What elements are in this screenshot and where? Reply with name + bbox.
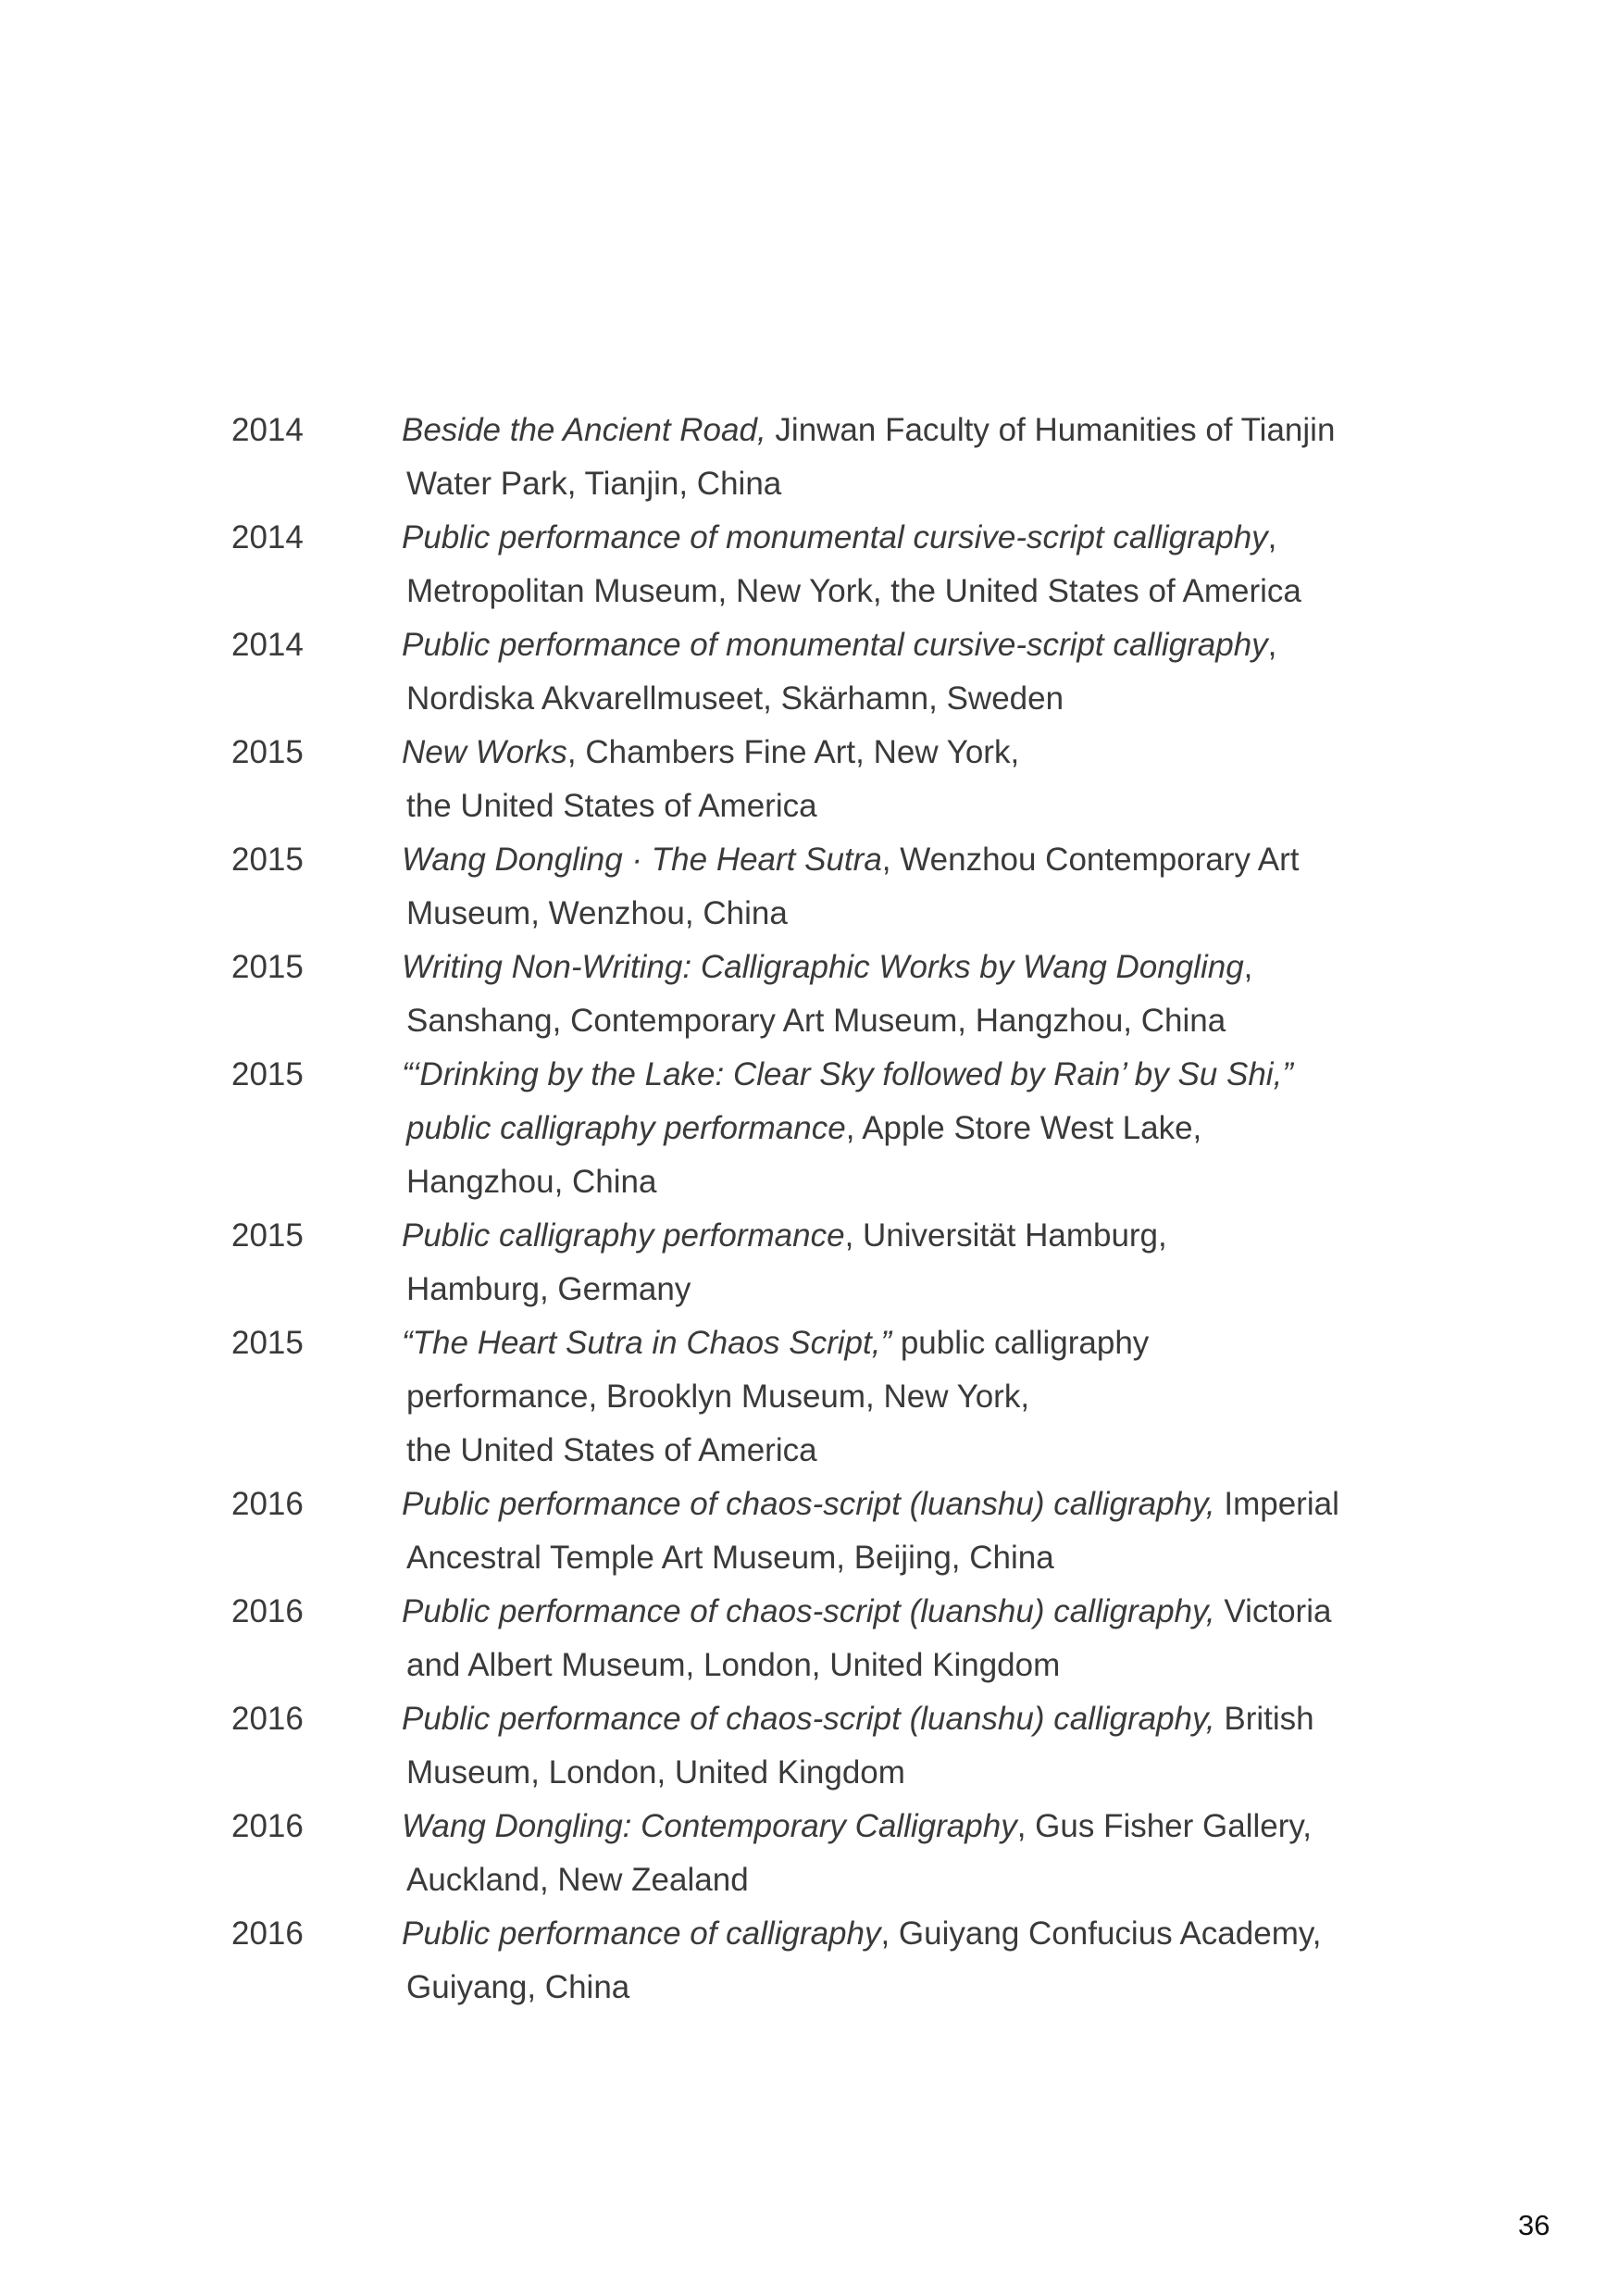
entry-detail-segment: , Gus Fisher Gallery,: [1016, 1808, 1313, 1844]
entry-detail-segment: public calligraphy: [891, 1325, 1150, 1361]
exhibition-entry: [231, 511, 1435, 618]
entry-line: [402, 1800, 1420, 1853]
entry-detail-segment: Sanshang, Contemporary Art Museum, Hangzhou, China: [406, 1003, 1226, 1039]
entry-year: 2014: [231, 412, 304, 448]
exhibition-list: [231, 404, 1435, 2015]
entry-text: [402, 941, 1420, 1048]
entry-title-segment: public calligraphy performance: [406, 1110, 846, 1146]
entry-title-segment: New Works: [402, 734, 567, 770]
entry-text: [402, 1316, 1420, 1478]
entry-detail-segment: Museum, London, United Kingdom: [406, 1754, 905, 1791]
entry-detail-segment: Metropolitan Museum, New York, the United States of America: [406, 573, 1301, 609]
entry-line: [402, 994, 1420, 1048]
entry-year: 2016: [231, 1593, 304, 1629]
entry-year: 2016: [231, 1808, 304, 1844]
entry-year: 2015: [231, 1056, 304, 1092]
entry-detail-segment: , Universität Hamburg,: [844, 1217, 1167, 1254]
entry-year: 2014: [231, 627, 304, 663]
entry-text: [402, 1907, 1420, 2015]
entry-detail-segment: ,: [1267, 627, 1277, 663]
entry-line: [402, 511, 1420, 565]
entry-year: 2015: [231, 949, 304, 985]
entry-title-segment: Public performance of chaos-script (luanshu) calligraphy,: [402, 1486, 1215, 1522]
entry-detail-segment: ,: [1243, 949, 1253, 985]
entry-text: [402, 1585, 1420, 1692]
entry-year: 2016: [231, 1915, 304, 1952]
exhibition-entry: [231, 1692, 1435, 1800]
entry-title-segment: Public calligraphy performance: [402, 1217, 845, 1254]
exhibition-entry: [231, 941, 1435, 1048]
entry-line: [402, 1853, 1420, 1907]
exhibition-entry: [231, 1585, 1435, 1692]
entry-text: [402, 1048, 1420, 1209]
entry-text: [402, 404, 1420, 511]
entry-title-segment: “The Heart Sutra in Chaos Script,”: [402, 1325, 892, 1361]
exhibition-entry: [231, 618, 1435, 726]
entry-line: [402, 1424, 1420, 1478]
entry-year: 2014: [231, 519, 304, 555]
entry-text: [402, 726, 1420, 833]
page-number: 36: [1518, 2209, 1550, 2241]
entry-line: [402, 1316, 1420, 1370]
entry-title-segment: Beside the Ancient Road,: [402, 412, 766, 448]
entry-line: [402, 1478, 1420, 1531]
entry-line: [402, 404, 1420, 457]
entry-title-segment: “‘Drinking by the Lake: Clear Sky followed by Rain’ by Su Shi,”: [402, 1056, 1293, 1092]
entry-text: [402, 1800, 1420, 1907]
entry-detail-segment: Nordiska Akvarellmuseet, Skärhamn, Sweden: [406, 680, 1064, 717]
exhibition-entry: [231, 1478, 1435, 1585]
exhibition-entry: [231, 726, 1435, 833]
entry-detail-segment: performance, Brooklyn Museum, New York,: [406, 1379, 1030, 1415]
exhibition-entry: [231, 404, 1435, 511]
entry-detail-segment: British: [1214, 1701, 1314, 1737]
entry-detail-segment: and Albert Museum, London, United Kingdom: [406, 1647, 1061, 1683]
entry-line: [402, 1639, 1420, 1692]
entry-title-segment: Wang Dongling: Contemporary Calligraphy: [402, 1808, 1017, 1844]
entry-text: [402, 511, 1420, 618]
entry-title-segment: Public performance of monumental cursive-script calligraphy: [402, 627, 1268, 663]
entry-title-segment: Public performance of chaos-script (luanshu) calligraphy,: [402, 1593, 1215, 1629]
entry-text: [402, 1692, 1420, 1800]
entry-text: [402, 833, 1420, 941]
entry-detail-segment: ,: [1267, 519, 1277, 555]
entry-title-segment: Public performance of chaos-script (luanshu) calligraphy,: [402, 1701, 1215, 1737]
exhibition-entry: [231, 1209, 1435, 1316]
entry-line: [402, 1692, 1420, 1746]
entry-detail-segment: , Guiyang Confucius Academy,: [880, 1915, 1322, 1952]
entry-detail-segment: , Wenzhou Contemporary Art: [881, 842, 1300, 878]
entry-detail-segment: Guiyang, China: [406, 1969, 630, 2005]
entry-detail-segment: Jinwan Faculty of Humanities of Tianjin: [765, 412, 1336, 448]
entry-line: [402, 1907, 1420, 1961]
entry-line: [402, 1209, 1420, 1263]
entry-line: [402, 1531, 1420, 1585]
entry-detail-segment: Water Park, Tianjin, China: [406, 466, 782, 502]
entry-line: [402, 941, 1420, 994]
entry-title-segment: Writing Non-Writing: Calligraphic Works by Wang Dongling: [402, 949, 1244, 985]
entry-line: [402, 1102, 1420, 1155]
entry-year: 2015: [231, 734, 304, 770]
entry-detail-segment: the United States of America: [406, 788, 817, 824]
entry-line: [402, 1048, 1420, 1102]
entry-title-segment: Wang Dongling · The Heart Sutra: [402, 842, 882, 878]
exhibition-entry: [231, 1907, 1435, 2015]
entry-detail-segment: Ancestral Temple Art Museum, Beijing, China: [406, 1540, 1054, 1576]
entry-text: [402, 618, 1420, 726]
entry-detail-segment: Hangzhou, China: [406, 1164, 657, 1200]
entry-line: [402, 887, 1420, 941]
entry-line: [402, 833, 1420, 887]
entry-line: [402, 672, 1420, 726]
entry-line: [402, 618, 1420, 672]
entry-year: 2015: [231, 842, 304, 878]
entry-text: [402, 1209, 1420, 1316]
entry-title-segment: Public performance of monumental cursive-script calligraphy: [402, 519, 1268, 555]
entry-line: [402, 565, 1420, 618]
exhibition-entry: [231, 1048, 1435, 1209]
entry-detail-segment: Imperial: [1214, 1486, 1339, 1522]
entry-year: 2016: [231, 1486, 304, 1522]
entry-line: [402, 1263, 1420, 1316]
entry-detail-segment: the United States of America: [406, 1432, 817, 1468]
entry-year: 2016: [231, 1701, 304, 1737]
entry-detail-segment: Victoria: [1214, 1593, 1332, 1629]
entry-text: [402, 1478, 1420, 1585]
entry-line: [402, 1746, 1420, 1800]
exhibition-entry: [231, 833, 1435, 941]
exhibition-entry: [231, 1800, 1435, 1907]
entry-year: 2015: [231, 1325, 304, 1361]
entry-line: [402, 726, 1420, 780]
entry-detail-segment: Auckland, New Zealand: [406, 1862, 749, 1898]
entry-line: [402, 1155, 1420, 1209]
entry-detail-segment: Museum, Wenzhou, China: [406, 895, 788, 931]
entry-detail-segment: Hamburg, Germany: [406, 1271, 691, 1307]
entry-line: [402, 1370, 1420, 1424]
entry-line: [402, 457, 1420, 511]
entry-detail-segment: , Chambers Fine Art, New York,: [566, 734, 1020, 770]
entry-detail-segment: , Apple Store West Lake,: [845, 1110, 1202, 1146]
entry-line: [402, 1961, 1420, 2015]
entry-line: [402, 780, 1420, 833]
entry-year: 2015: [231, 1217, 304, 1254]
entry-line: [402, 1585, 1420, 1639]
entry-title-segment: Public performance of calligraphy: [402, 1915, 881, 1952]
exhibition-entry: [231, 1316, 1435, 1478]
